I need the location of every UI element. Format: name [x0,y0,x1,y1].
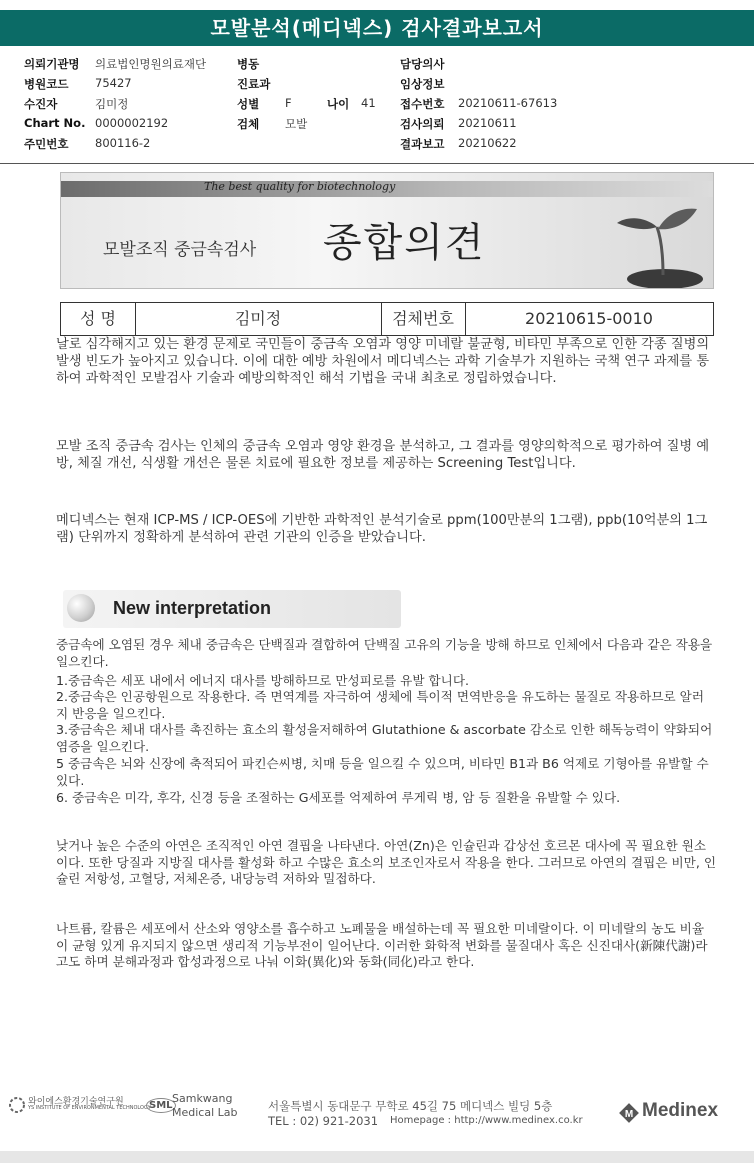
intro-paragraph-2: 모발 조직 중금속 검사는 인체의 중금속 오염과 영양 환경을 분석하고, 그 결과를 영양의학적으로 평가하여 질병 예방, 체질 개선, 식생활 개선은 물론 치료에 필요한 정보를 제공하는 Screening Test입니다. [56,439,710,471]
header-divider [0,163,754,164]
value-receipt-number: 20210611-67613 [458,96,558,110]
label-specimen: 검체 [237,117,260,131]
label-ward: 병동 [237,57,260,71]
value-test-request: 20210611 [458,116,517,130]
label-chart-no: Chart No. [24,116,86,130]
svg-text:M: M [624,1109,634,1120]
footer-tel: TEL : 02) 921-2031 [268,1114,379,1128]
name-value: 김미정 [234,309,282,328]
specimen-number-label: 검체번호 [392,309,454,328]
interpretation-item-5: 5 중금속은 뇌와 신장에 축적되어 파킨슨씨병, 치매 등을 일으킬 수 있으며, 비타민 B1과 B6 억제로 기형아를 유발할 수 있다. [56,756,709,788]
specimen-number-value: 20210615-0010 [525,309,653,328]
value-result-report: 20210622 [458,136,517,150]
sodium-potassium-paragraph: 나트륨, 칼륨은 세포에서 산소와 영양소를 흡수하고 노폐물을 배설하는데 꼭 필요한 미네랄이다. 이 미네랄의 농도 비율이 균형 있게 유지되지 않으면 생리적 기능부전이 일어난다. 이러한 화학적 변화를 물질대사 혹은 신진대사(新陳代謝)라고도 하며 분해과정과 합성과정으로 나눠 이화(異化)와 동화(同化)라고 한다. [56,921,708,969]
value-specimen: 모발 [285,117,308,131]
label-test-request: 검사의뢰 [400,117,445,131]
label-clinical-info: 임상정보 [400,77,445,91]
intro-paragraph-1: 날로 심각해지고 있는 환경 문제로 국민들이 중금속 오염과 영양 미네랄 불균형, 비타민 부족으로 인한 각종 질병의 발생 빈도가 높아지고 있습니다. 이에 대한 예방 차원에서 메디넥스는 과학 기술부가 지원하는 국책 연구 과제를 통하여 과학적인 모발검사 기술과 예방의학적인 해석 기법을 국내 최초로 정립하였습니다. [56,337,710,386]
section-header [63,590,401,628]
interpretation-item-6: 6. 중금속은 미각, 후각, 신경 등을 조절하는 G세포를 억제하여 루게릭 병, 암 등 질환을 유발할 수 있다. [56,790,621,805]
value-age: 41 [361,96,376,110]
interpretation-item-1: 1.중금속은 세포 내에서 에너지 대사를 방해하므로 만성피로를 유발 합니다. [56,673,470,688]
label-resident-number: 주민번호 [24,137,69,151]
medinex-logo-icon [618,1102,640,1124]
label-age: 나이 [327,97,350,111]
label-doctor: 담당의사 [400,57,445,71]
label-sex: 성별 [237,97,260,111]
name-label: 성 명 [80,309,116,328]
report-title: 모발분석(메디넥스) 검사결과보고서 [0,10,754,46]
zinc-paragraph: 낮거나 높은 수준의 아연은 조직적인 아연 결핍을 나타낸다. 아연(Zn)은 인슐린과 갑상선 호르몬 대사에 꼭 필요한 원소이다. 또한 당질과 지방질 대사를 활성화 하고 수많은 효소의 보조인자로서 작용을 한다. 그러므로 아연의 결핍은 비만, 인슐린 저항성, 고혈당, 저체온증, 내당능력 저하와 밀접하다. [56,838,717,886]
value-sex: F [285,96,292,110]
interpretation-intro: 중금속에 오염된 경우 체내 중금속은 단백질과 결합하여 단백질 고유의 기능을 방해 하므로 인체에서 다음과 같은 작용을 일으킨다. [56,637,713,669]
sprout-icon [603,193,703,288]
sml-logo: SML [146,1098,176,1113]
label-receipt-number: 접수번호 [400,97,445,111]
banner-title: 종합의견 [323,220,486,266]
value-hospital-code: 75427 [95,76,132,90]
report-banner [60,172,714,289]
banner-tagline: The best quality for biotechnology [204,180,396,193]
label-department: 진료과 [237,77,271,91]
banner-subtitle: 모발조직 중금속검사 [103,240,257,260]
page-bottom-bar [0,1151,754,1163]
label-patient: 수진자 [24,97,58,111]
interpretation-item-2: 2.중금속은 인공항원으로 작용한다. 즉 면역계를 자극하여 생체에 특이적 면역반응을 유도하는 물질로 작용하므로 알러지 반응을 일으킨다. [56,689,705,721]
label-requesting-institution: 의뢰기관명 [24,57,80,71]
label-hospital-code: 병원코드 [24,77,69,91]
value-chart-no: 0000002192 [95,116,169,130]
org2-line1: Samkwang [172,1092,233,1105]
value-requesting-institution: 의료법인명원의료재단 [95,57,207,71]
section-title: New interpretation [113,598,272,618]
intro-paragraph-3: 메디넥스는 현재 ICP-MS / ICP-OES에 기반한 과학적인 분석기술로 ppm(100만분의 1그램), ppb(10억분의 1그램) 단위까지 정확하게 분석하여 관련 기관의 인증을 받았습니다. [56,513,708,545]
footer-address: 서울특별시 동대문구 무학로 45길 75 메디넥스 빌딩 5층 [268,1099,553,1113]
ys-logo-icon [8,1096,26,1114]
medinex-brand: Medinex [642,1100,719,1121]
bullet-ball-icon [67,594,95,622]
org1-name: 와이에스환경기술연구원 [28,1097,124,1107]
label-result-report: 결과보고 [400,137,445,151]
patient-id-box [60,302,714,336]
value-patient: 김미정 [95,97,129,111]
footer-homepage[interactable]: Homepage : http://www.medinex.co.kr [390,1115,583,1126]
org1-subtitle: YS INSTITUTE OF ENVIRONMENTAL TECHNOLOGY [28,1105,151,1111]
value-resident-number: 800116-2 [95,136,151,150]
report-header [0,52,754,162]
org2-line2: Medical Lab [172,1106,238,1119]
report-footer [0,1080,754,1140]
interpretation-item-3: 3.중금속은 체내 대사를 촉진하는 효소의 활성을저해하여 Glutathione & ascorbate 감소로 인한 해독능력이 약화되어 염증을 일으킨다. [56,722,713,754]
